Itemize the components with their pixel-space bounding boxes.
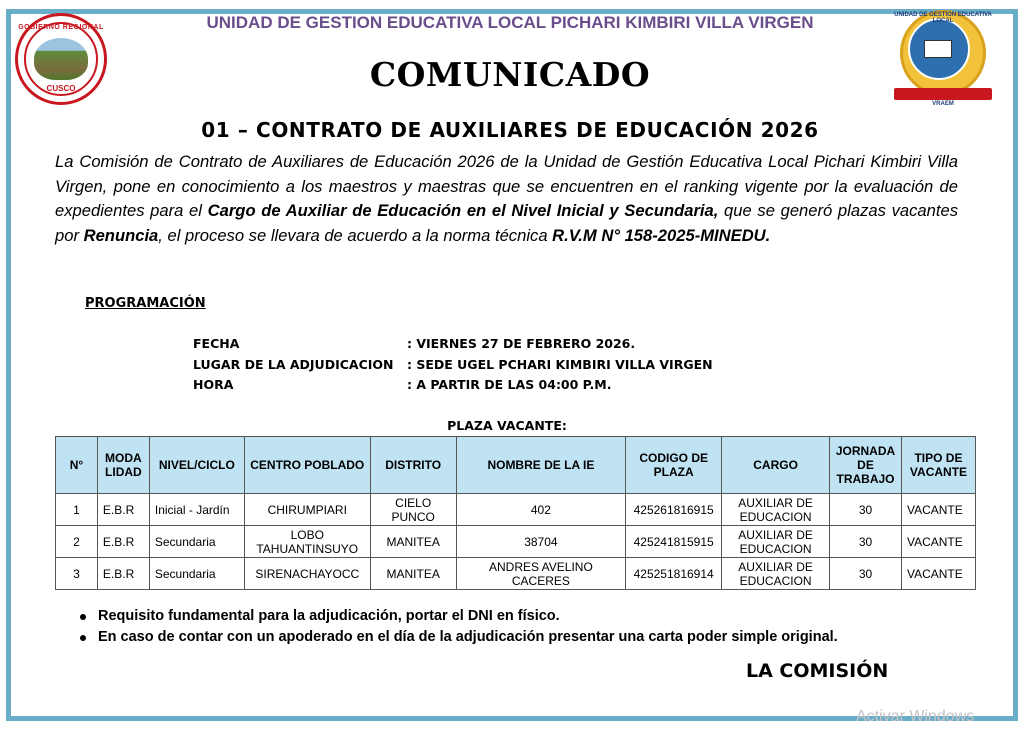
requirement-text: En caso de contar con un apoderado en el día de la adjudicación presentar una carta poder simple original. bbox=[98, 629, 838, 645]
intro-paragraph bbox=[55, 150, 958, 248]
list-item bbox=[78, 606, 838, 627]
table-cell: 402 bbox=[456, 494, 626, 526]
machu-picchu-image bbox=[34, 38, 88, 80]
gobierno-regional-cusco-logo bbox=[15, 13, 107, 105]
table-row bbox=[56, 526, 976, 558]
plaza-vacante-title: PLAZA VACANTE: bbox=[447, 418, 567, 433]
table-cell: 30 bbox=[830, 526, 902, 558]
intro-bold-2: Renuncia bbox=[83, 225, 159, 245]
page-title: COMUNICADO bbox=[369, 55, 651, 94]
table-header-row bbox=[56, 437, 976, 494]
column-header: JORNADA DE TRABAJO bbox=[830, 437, 902, 494]
table-cell: 2 bbox=[56, 526, 98, 558]
bullet-icon bbox=[80, 614, 86, 620]
table-cell: VACANTE bbox=[901, 494, 975, 526]
plazas-table bbox=[55, 436, 976, 590]
table-cell: CIELO PUNCO bbox=[370, 494, 456, 526]
table-cell: Secundaria bbox=[149, 558, 244, 590]
bullet-icon bbox=[80, 635, 86, 641]
table-cell: LOBO TAHUANTINSUYO bbox=[244, 526, 370, 558]
column-header: NIVEL/CICLO bbox=[149, 437, 244, 494]
column-header: DISTRITO bbox=[370, 437, 456, 494]
logo-right-bottom-text: VRAEM bbox=[932, 101, 954, 107]
page-subtitle: 01 – CONTRATO DE AUXILIARES DE EDUCACIÓN 2026 bbox=[201, 118, 819, 142]
table-cell: 30 bbox=[830, 494, 902, 526]
column-header: N° bbox=[56, 437, 98, 494]
column-header: MODA LIDAD bbox=[97, 437, 149, 494]
table-cell: AUXILIAR DE EDUCACION bbox=[722, 526, 830, 558]
signature: LA COMISIÓN bbox=[746, 660, 889, 682]
table-cell: AUXILIAR DE EDUCACION bbox=[722, 494, 830, 526]
column-header: NOMBRE DE LA IE bbox=[456, 437, 626, 494]
column-header: TIPO DE VACANTE bbox=[901, 437, 975, 494]
logo-left-bottom-text: CUSCO bbox=[46, 84, 76, 93]
activate-windows-watermark: Activar Windows bbox=[856, 708, 975, 725]
table-cell: Secundaria bbox=[149, 526, 244, 558]
table-cell: Inicial - Jardín bbox=[149, 494, 244, 526]
table-cell: 425241815915 bbox=[626, 526, 722, 558]
schedule-value: : SEDE UGEL PCHARI KIMBIRI VILLA VIRGEN bbox=[407, 356, 713, 372]
table-cell: E.B.R bbox=[97, 526, 149, 558]
table-cell: MANITEA bbox=[370, 558, 456, 590]
table-cell: ANDRES AVELINO CACERES bbox=[456, 558, 626, 590]
requirements-list bbox=[78, 606, 838, 648]
schedule-label: LUGAR DE LA ADJUDICACION bbox=[193, 356, 394, 372]
intro-text-1: La Comisión de Contrato de Auxiliares de Educación 2026 de la Unidad de Gestión Educativa Local Pichari Kimbiri Villa Virgen, pone en conocimiento a los maestros y maestras que se encuentren en el ranking vigente por la evaluación de expedientes para el bbox=[55, 152, 958, 220]
table-cell: 1 bbox=[56, 494, 98, 526]
table-cell: 425261816915 bbox=[626, 494, 722, 526]
table-row bbox=[56, 558, 976, 590]
table-cell: VACANTE bbox=[901, 526, 975, 558]
logo-left-top-text: GOBIERNO REGIONAL bbox=[18, 24, 104, 31]
logo-right-top-text: UNIDAD DE GESTION EDUCATIVA LOCAL bbox=[894, 12, 992, 24]
column-header: CENTRO POBLADO bbox=[244, 437, 370, 494]
ugel-logo bbox=[894, 8, 992, 107]
table-cell: CHIRUMPIARI bbox=[244, 494, 370, 526]
table-cell: 30 bbox=[830, 558, 902, 590]
requirement-text: Requisito fundamental para la adjudicación, portar el DNI en físico. bbox=[98, 608, 560, 624]
column-header: CODIGO DE PLAZA bbox=[626, 437, 722, 494]
table-cell: 425251816914 bbox=[626, 558, 722, 590]
intro-bold-1: Cargo de Auxiliar de Educación en el Nivel Inicial y Secundaria, bbox=[207, 201, 719, 220]
table-cell: E.B.R bbox=[97, 494, 149, 526]
organization-name: UNIDAD DE GESTION EDUCATIVA LOCAL PICHARI KIMBIRI VILLA VIRGEN bbox=[206, 13, 814, 32]
table-cell: SIRENACHAYOCC bbox=[244, 558, 370, 590]
intro-bold-3: R.V.M N° 158-2025-MINEDU. bbox=[552, 225, 771, 245]
intro-text-3: , el proceso se llevara de acuerdo a la norma técnica bbox=[158, 225, 553, 245]
schedule-value: : A PARTIR DE LAS 04:00 P.M. bbox=[407, 377, 612, 392]
table-cell: 38704 bbox=[456, 526, 626, 558]
list-item bbox=[78, 627, 838, 648]
schedule-value: : VIERNES 27 DE FEBRERO 2026. bbox=[407, 336, 636, 351]
table-cell: 3 bbox=[56, 558, 98, 590]
schedule-label: HORA bbox=[193, 377, 234, 392]
schedule-label: FECHA bbox=[193, 336, 240, 351]
table-cell: AUXILIAR DE EDUCACION bbox=[722, 558, 830, 590]
table-row bbox=[56, 494, 976, 526]
book-icon bbox=[924, 40, 952, 58]
table-cell: E.B.R bbox=[97, 558, 149, 590]
table-cell: VACANTE bbox=[901, 558, 975, 590]
table-cell: MANITEA bbox=[370, 526, 456, 558]
intro-text-2: que se generó plazas vacantes por bbox=[55, 201, 958, 245]
logo-ribbon bbox=[894, 88, 992, 100]
column-header: CARGO bbox=[722, 437, 830, 494]
programacion-heading: PROGRAMACIÓN bbox=[85, 296, 206, 311]
